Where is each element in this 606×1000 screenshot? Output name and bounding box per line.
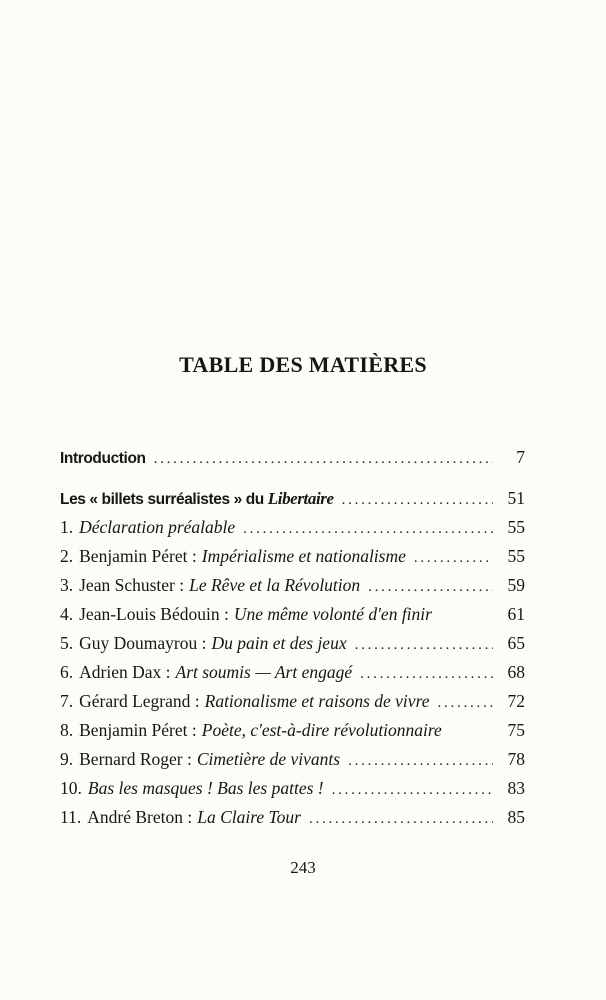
- toc-entry-work: Déclaration préalable: [79, 517, 236, 537]
- toc-entry-author: Bernard Roger :: [79, 749, 192, 769]
- dot-leader: [342, 492, 493, 509]
- toc-entry-10: [60, 778, 525, 802]
- toc-entry-4: [60, 604, 525, 628]
- toc-entry-number: 5.: [60, 633, 74, 653]
- dot-leader: [368, 579, 493, 596]
- toc-entry-work: Cimetière de vivants: [196, 749, 341, 769]
- toc-entry-11: [60, 807, 525, 831]
- toc-entry-work: Du pain et des jeux: [211, 633, 347, 653]
- toc-entry-number: 10.: [60, 778, 82, 798]
- toc-entry-work: Une même volonté d'en finir: [233, 604, 432, 624]
- toc-entry-work: La Claire Tour: [197, 807, 301, 827]
- toc-page-number: 68: [507, 662, 525, 682]
- toc-entry-number: 2.: [60, 546, 74, 566]
- toc-page-number: 78: [507, 749, 525, 769]
- toc-entry-work: Impérialisme et nationalisme: [201, 546, 406, 566]
- toc-entry-author: Guy Doumayrou :: [79, 633, 207, 653]
- toc-entry-work: Poète, c'est-à-dire révolutionnaire: [201, 720, 442, 740]
- toc-entry-number: 9.: [60, 749, 74, 769]
- toc-entry-2: [60, 546, 525, 570]
- toc-entry-author: Benjamin Péret :: [79, 546, 197, 566]
- toc-entry-8: [60, 720, 525, 744]
- toc-entry-introduction: [60, 447, 525, 471]
- toc-entry-9: [60, 749, 525, 773]
- toc-entry-6: [60, 662, 525, 686]
- toc-entry-number: 6.: [60, 662, 74, 682]
- toc-entry-work: Le Rêve et la Révolution: [189, 575, 361, 595]
- toc-entry-label: Les « billets surréalistes » du Libertaire: [60, 489, 334, 508]
- page-title: TABLE DES MATIÈRES: [179, 352, 427, 377]
- toc-page-number: 55: [507, 517, 525, 537]
- dot-leader: [355, 637, 493, 654]
- dot-leader: [243, 521, 493, 538]
- dot-leader: [154, 451, 493, 468]
- toc-entry-3: [60, 575, 525, 599]
- toc-page-number: 83: [507, 778, 525, 798]
- dot-leader: [438, 695, 494, 712]
- toc-page-number: 72: [507, 691, 525, 711]
- toc-page-number: 85: [507, 807, 525, 827]
- toc-entry-work: Libertaire: [267, 489, 334, 508]
- dot-leader: [309, 811, 493, 828]
- toc-page-number: 65: [507, 633, 525, 653]
- toc-entry-author: Jean-Louis Bédouin :: [79, 604, 229, 624]
- toc-page-number: 75: [507, 720, 525, 740]
- toc-page-number: 59: [507, 575, 525, 595]
- dot-leader: [348, 753, 493, 770]
- toc-entry-author: Adrien Dax :: [79, 662, 171, 682]
- toc-entry-author: Benjamin Péret :: [79, 720, 197, 740]
- toc-entry-number: 1.: [60, 517, 74, 537]
- toc-page-number: 51: [507, 488, 525, 508]
- toc-entry-author: André Breton :: [87, 807, 193, 827]
- toc-entry-billets: [60, 488, 525, 512]
- page-number-footer: 243: [290, 858, 316, 877]
- toc-entry-work: Art soumis — Art engagé: [175, 662, 353, 682]
- toc-page-number: 61: [507, 604, 525, 624]
- toc-entry-number: 4.: [60, 604, 74, 624]
- toc-entry-author: Gérard Legrand :: [79, 691, 200, 711]
- toc-entry-number: 3.: [60, 575, 74, 595]
- toc-entry-number: 8.: [60, 720, 74, 740]
- toc-entry-1: [60, 517, 525, 541]
- toc-entry-number: 7.: [60, 691, 74, 711]
- toc-entry-author: Jean Schuster :: [79, 575, 185, 595]
- toc-entry-5: [60, 633, 525, 657]
- dot-leader: [360, 666, 493, 683]
- toc-entry-work: Rationalisme et raisons de vivre: [204, 691, 430, 711]
- toc-entry-7: [60, 691, 525, 715]
- toc-entry-number: 11.: [60, 807, 82, 827]
- toc-page-number: 7: [516, 447, 525, 467]
- toc-entry-label: Introduction: [60, 450, 146, 467]
- dot-leader: [414, 550, 493, 567]
- toc-entry-work: Bas les masques ! Bas les pattes !: [87, 778, 324, 798]
- toc-page-number: 55: [507, 546, 525, 566]
- dot-leader: [332, 782, 493, 799]
